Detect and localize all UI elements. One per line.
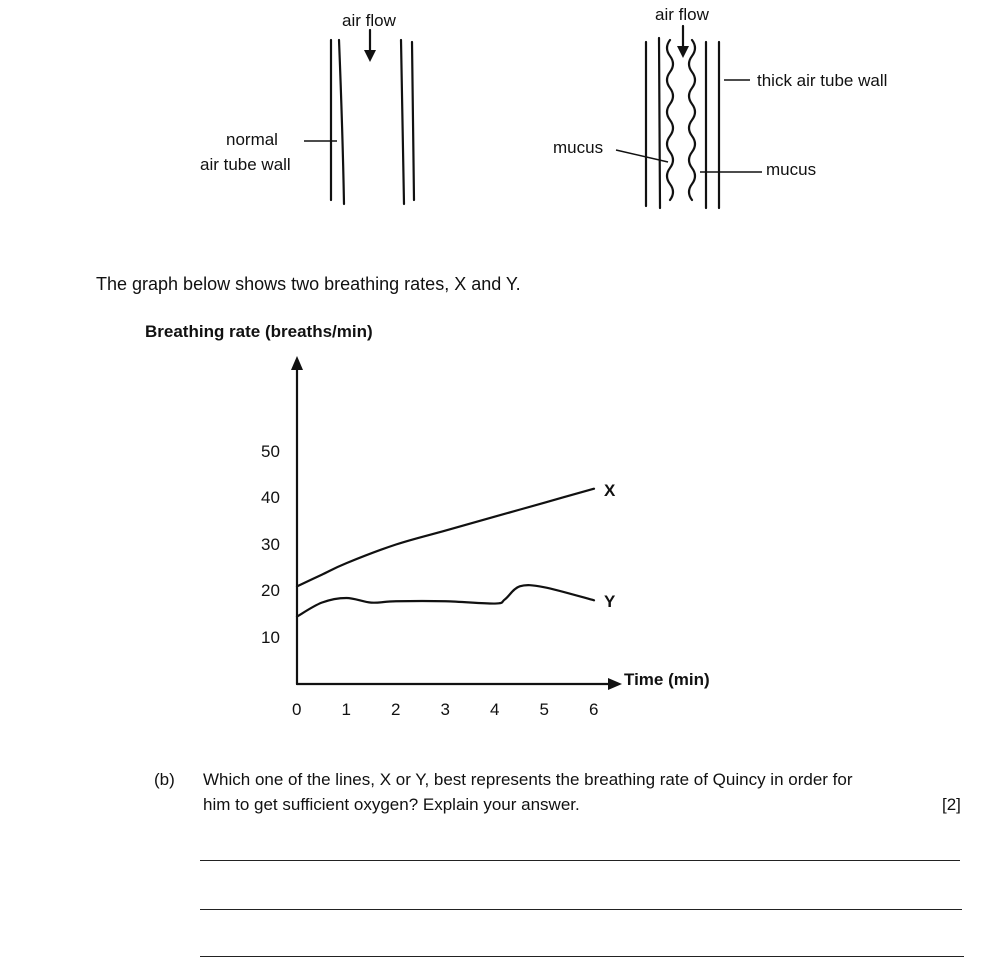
answer-line-2[interactable] [200, 909, 962, 910]
normal-air-flow-label: air flow [342, 11, 396, 30]
normal-wall-label-line2: air tube wall [200, 155, 291, 174]
series-line-y [297, 585, 594, 616]
answer-line-1[interactable] [200, 860, 960, 861]
y-tick-label: 30 [261, 534, 280, 554]
question-part-label: (b) [154, 770, 175, 789]
x-tick-label: 0 [292, 700, 302, 719]
series-line-x [297, 489, 594, 587]
affected-air-flow-label: air flow [655, 5, 709, 24]
x-axis-label: Time (min) [624, 670, 710, 689]
y-tick-label: 50 [261, 441, 280, 461]
x-axis-arrowhead [608, 678, 622, 690]
normal-wall-label-line1: normal [226, 130, 278, 149]
x-tick-label: 6 [589, 700, 599, 719]
y-axis-label: Breathing rate (breaths/min) [145, 322, 373, 341]
x-tick-label: 2 [391, 700, 401, 719]
series-label-y: Y [604, 592, 616, 612]
graph-intro-text: The graph below shows two breathing rates, X and Y. [96, 274, 521, 294]
x-tick-label: 3 [440, 700, 450, 719]
x-tick-label: 5 [539, 700, 549, 719]
question-text-line2: him to get sufficient oxygen? Explain your answer. [203, 795, 580, 814]
mucus-left-label: mucus [553, 138, 604, 157]
mucus-right-label: mucus [766, 160, 817, 179]
x-tick-label: 1 [341, 700, 351, 719]
x-tick-label: 4 [490, 700, 500, 719]
answer-line-3[interactable] [200, 956, 964, 957]
question-marks: [2] [942, 795, 961, 814]
y-tick-label: 40 [261, 488, 280, 507]
thick-wall-label: thick air tube wall [757, 71, 888, 90]
y-tick-label: 20 [261, 581, 280, 600]
y-tick-label: 10 [261, 627, 280, 647]
question-text-line1: Which one of the lines, X or Y, best represents the breathing rate of Quincy in order for [203, 770, 853, 789]
y-axis-arrowhead [291, 356, 303, 370]
series-label-x: X [604, 480, 616, 500]
